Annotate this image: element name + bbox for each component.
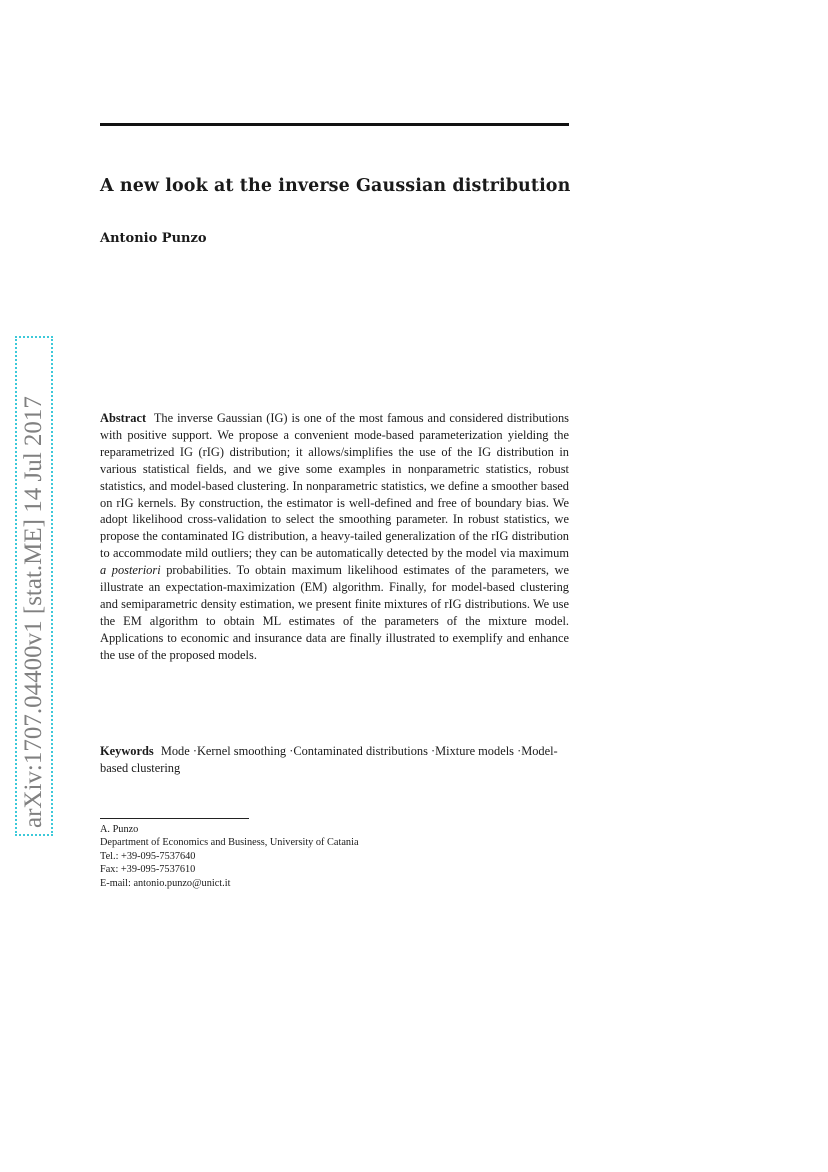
keyword: · Mixture models	[428, 744, 514, 758]
abstract	[100, 410, 569, 664]
keyword: Mode	[160, 744, 190, 758]
keywords	[100, 743, 569, 777]
arxiv-identifier-link[interactable]: arXiv:1707.04400v1 [stat.ME] 14 Jul 2017	[15, 336, 53, 836]
abstract-heading: Abstract	[100, 411, 147, 425]
abstract-text: The inverse Gaussian (IG) is one of the most famous and considered distributions with positive support. We propose a convenient mode-based parameterization yielding the reparametrized IG (rIG) distribution; it allows/simplifies the use of the IG distribution in various statistical fields, and we give some examples in nonparametric statistics, robust statistics, and model-based clustering. In nonparametric statistics, we define a smoother based on rIG kernels. By construction, the estimator is well-defined and free of boundary bias. We adopt likelihood cross-validation to select the smoothing parameter. In robust statistics, we propose the contaminated IG distribution, a heavy-tailed generalization of the rIG distribution to accommodate mild outliers; they can be automatically detected by the model via maximum	[100, 411, 569, 561]
footnote-fax: Fax: +39-095-7537610	[100, 864, 196, 876]
footnote-name: A. Punzo	[100, 824, 139, 835]
abstract-text-continued: probabilities. To obtain maximum likelihood estimates of the parameters, we illustrate an expectation-maximization (EM) algorithm. Finally, for model-based clustering and semiparametric density estimation, we present finite mixtures of rIG distributions. We use the EM algorithm to obtain ML estimates of the parameters of the mixture model. Applications to economic and insurance data are finally illustrated to exemplify and enhance the use of the proposed models.	[100, 563, 570, 662]
keywords-heading: Keywords	[100, 744, 154, 758]
footnote-rule	[100, 818, 249, 819]
author-footnote	[100, 823, 569, 890]
top-rule	[100, 123, 569, 126]
keyword: · Contaminated distributions	[286, 744, 428, 758]
paper-title: A new look at the inverse Gaussian distribution	[100, 176, 571, 196]
author-name: Antonio Punzo	[100, 231, 207, 246]
footnote-affiliation: Department of Economics and Business, University of Catania	[100, 837, 359, 849]
keyword: · Kernel smoothing	[190, 744, 286, 758]
abstract-italic-phrase: a posteriori	[100, 563, 161, 578]
keyword: · Model-based clustering	[100, 744, 558, 775]
footnote-email[interactable]: E-mail: antonio.punzo@unict.it	[100, 877, 231, 889]
footnote-tel: Tel.: +39-095-7537640	[100, 850, 196, 862]
